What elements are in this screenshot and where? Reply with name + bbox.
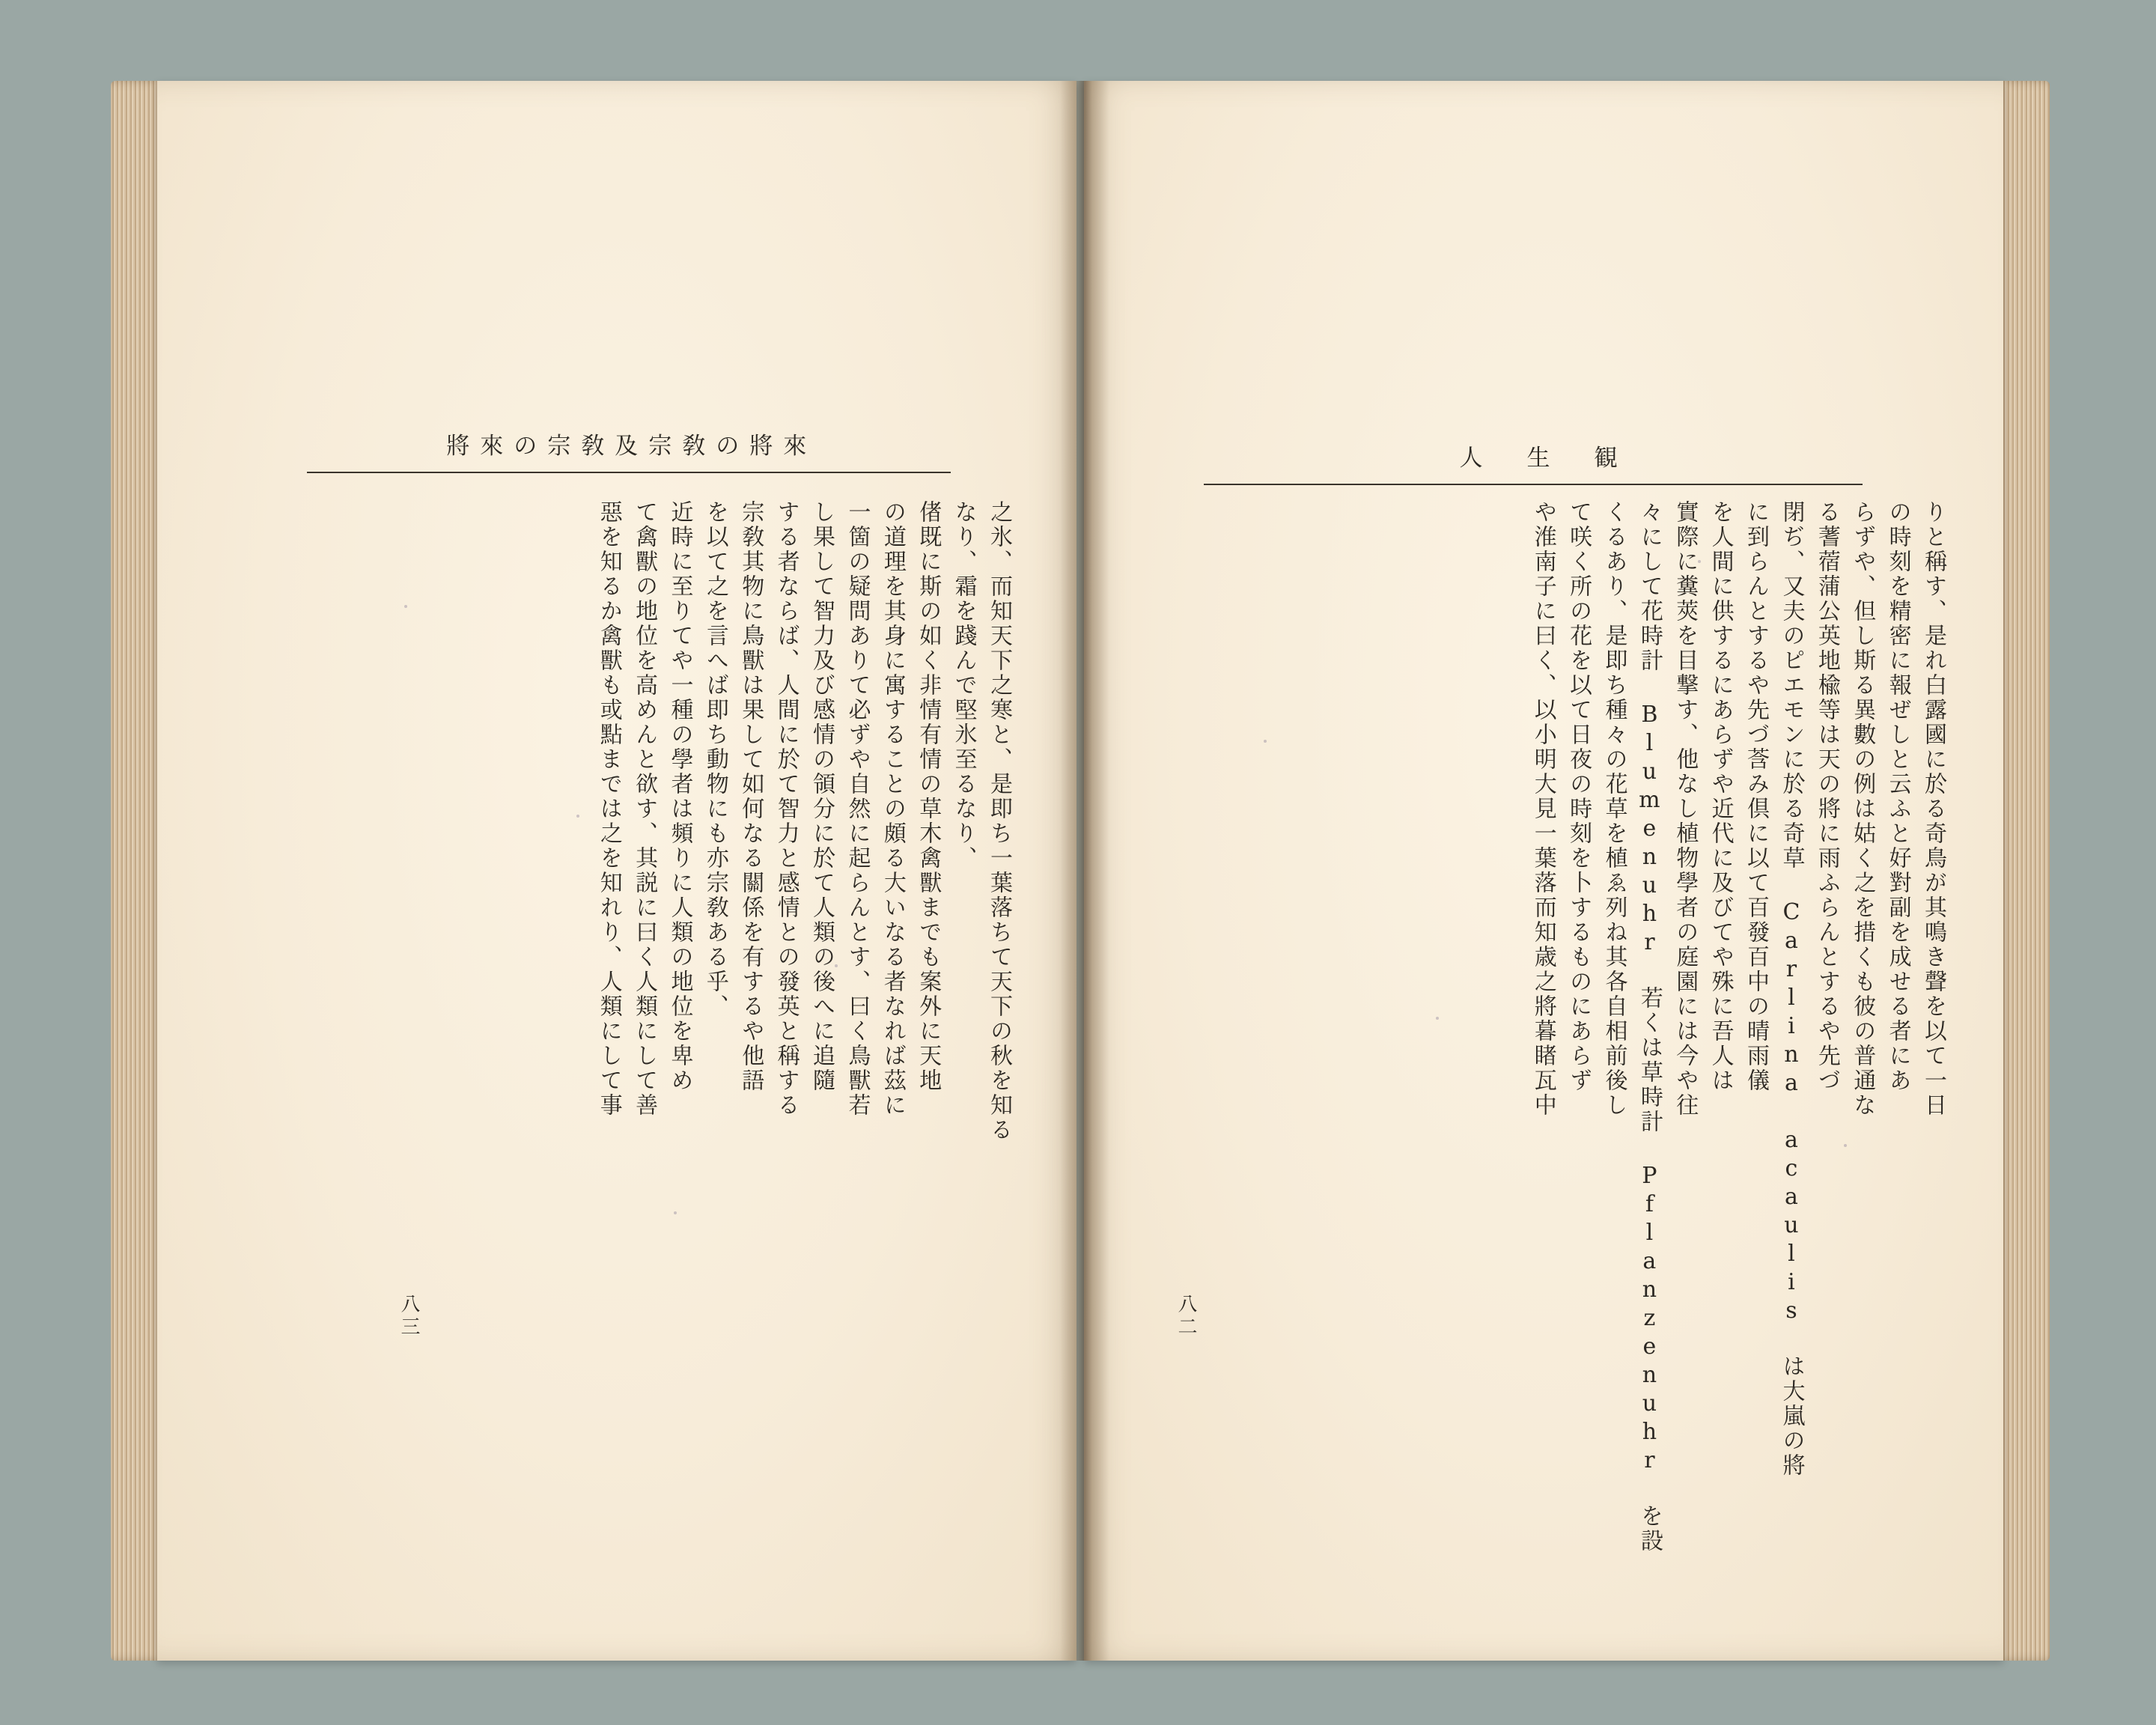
running-head-rule-right: [1204, 484, 1863, 485]
text-column: 宗敎其物に鳥獸は果して如何なる關係を有するや他語: [737, 500, 764, 1093]
text-column: 之氷、而知天下之寒と、是即ち一葉落ちて天下の秋を知る: [986, 500, 1012, 1143]
text-column: 惡を知るか禽獸も或點までは之を知れり、人類にして事: [595, 500, 622, 1118]
right-page-text: [1157, 500, 1951, 1593]
page-edges-left: [111, 81, 163, 1661]
text-column: 一箇の疑問ありて必ずや自然に起らんとす、曰く鳥獸若: [844, 500, 871, 1118]
text-column: 々にして花時計 Blumenuhr 若くは草時計 Pflanzenuhr を設: [1636, 500, 1663, 1554]
folio-right: 八二: [1175, 1294, 1197, 1339]
running-head-right: 人 生 観: [1459, 445, 1628, 472]
text-column: 實際に糞莢を目撃す、他なし植物學者の庭園には今や往: [1672, 500, 1699, 1118]
text-column: 偖既に斯の如く非情有情の草木禽獸までも案外に天地: [915, 500, 942, 1093]
text-column: に到らんとするや先づ莟み倶に以て百發百中の晴雨儀: [1743, 500, 1770, 1093]
text-column: の時刻を精密に報ぜしと云ふと好對副を成せる者にあ: [1884, 500, 1911, 1093]
text-column: や淮南子に曰く、以小明大見一葉落而知歳之將暮睹瓦中: [1529, 500, 1556, 1118]
page-edges-right: [1997, 81, 2050, 1661]
left-page: [157, 81, 1077, 1661]
text-column: なり、霜を踐んで堅氷至るなり、: [950, 500, 977, 871]
running-head-left: 將來の宗敎及宗敎の將來: [446, 433, 817, 460]
running-head-rule-left: [307, 472, 951, 473]
text-column: を以て之を言へば即ち動物にも亦宗敎ある乎、: [701, 500, 728, 1019]
text-column: らずや、但し斯る異數の例は姑く之を措くも彼の普通な: [1849, 500, 1876, 1118]
text-column: て咲く所の花を以て日夜の時刻を卜するものにあらず: [1565, 500, 1592, 1093]
text-column: し果して智力及び感情の領分に於て人類の後へに追隨: [808, 500, 835, 1093]
text-column: する者ならば、人間に於て智力と感情との發英と稱する: [773, 500, 800, 1118]
text-column: くるあり、是即ち種々の花草を植ゑ列ね其各自相前後し: [1601, 500, 1627, 1118]
text-column: る蓍蓿蒲公英地楡等は天の將に雨ふらんとするや先づ: [1813, 500, 1840, 1093]
text-column: りと稱す、是れ白露國に於る奇鳥が其鳴き聲を以て一日: [1920, 500, 1946, 1118]
open-book: [111, 81, 2050, 1661]
folio-left: 八三: [398, 1294, 420, 1339]
text-column: の道理を其身に寓することの頗る大いなる者なれば茲に: [879, 500, 906, 1118]
text-column: 閉ぢ、又夫のピエモンに於る奇草 Carlina acaulis は大嵐の將: [1778, 500, 1805, 1478]
text-column: 近時に至りてや一種の學者は頻りに人類の地位を卑め: [666, 500, 693, 1093]
text-column: て禽獸の地位を高めんと欲す、其説に曰く人類にして善: [631, 500, 658, 1118]
right-page: [1084, 81, 2003, 1661]
left-page-text: [238, 500, 1017, 1593]
text-column: を人間に供するにあらずや近代に及びてや殊に吾人は: [1707, 500, 1734, 1093]
